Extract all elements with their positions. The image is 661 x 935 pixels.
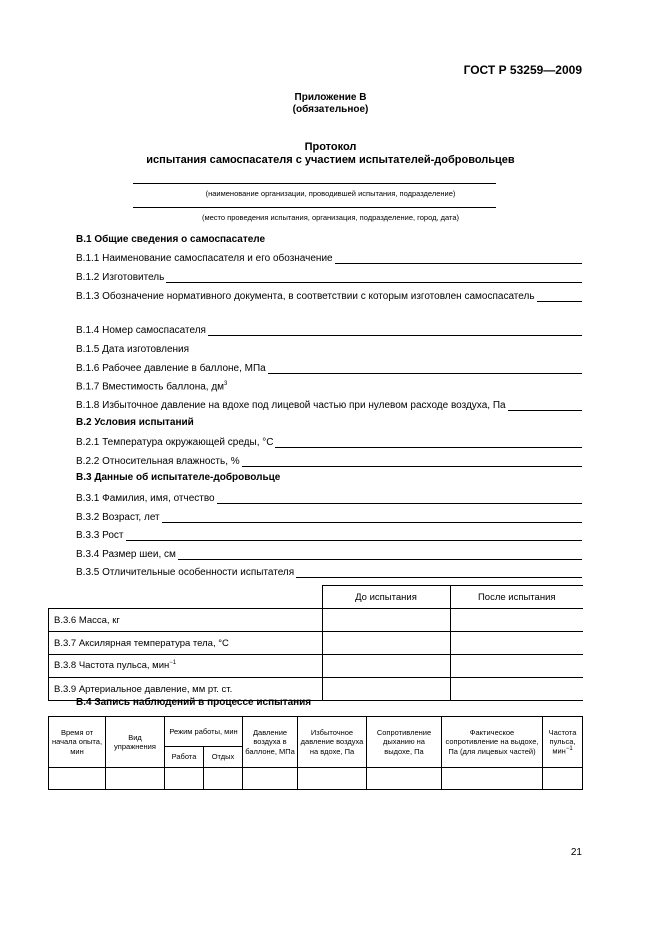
field-label: В.1.6 Рабочее давление в баллоне, МПа: [76, 363, 266, 374]
field-label: В.3.4 Размер шеи, см: [76, 549, 176, 560]
value-cell[interactable]: [450, 678, 583, 701]
cell[interactable]: [367, 768, 442, 790]
cell[interactable]: [165, 768, 204, 790]
field-label: В.3.3 Рост: [76, 530, 124, 541]
section-b2-title: В.2 Условия испытаний: [76, 417, 194, 428]
field-label-text: В.1.7 Вместимость баллона, дм: [76, 381, 225, 392]
header-mode: Режим работы, мин: [165, 717, 243, 747]
blank-line[interactable]: [217, 493, 582, 504]
table-header-row: [49, 586, 584, 609]
blank-line[interactable]: [166, 272, 582, 283]
field-label: В.1.3 Обозначение нормативного документа, в соответствии с которым изготовлен самоспасатель: [76, 291, 535, 302]
appendix-title: Приложение В: [294, 92, 367, 103]
blank-line[interactable]: [537, 291, 582, 302]
field-b2-2: [76, 453, 582, 467]
superscript: −1: [169, 660, 177, 667]
org-caption: (наименование организации, проводившей испытания, подразделение): [205, 189, 456, 198]
field-b1-3: [76, 288, 582, 302]
row-label: В.3.6 Масса, кг: [49, 609, 323, 632]
cell[interactable]: [298, 768, 367, 790]
cell[interactable]: [442, 768, 543, 790]
field-label: В.1.4 Номер самоспасателя: [76, 325, 206, 336]
blank-line[interactable]: [335, 253, 582, 264]
value-cell[interactable]: [450, 609, 583, 632]
field-label: В.2.2 Относительная влажность, %: [76, 456, 240, 467]
section-b1-title: В.1 Общие сведения о самоспасателе: [76, 234, 266, 245]
blank-line[interactable]: [296, 567, 582, 578]
row-label-text: В.3.8 Частота пульса, мин: [54, 660, 170, 672]
field-b1-8: [76, 397, 582, 411]
field-b3-3: [76, 527, 582, 541]
page-number: 21: [570, 847, 582, 858]
header-work: Работа: [165, 746, 204, 767]
field-label: В.1.8 Избыточное давление на вдохе под лицевой частью при нулевом расходе воздуха, Па: [76, 400, 506, 411]
field-b3-4: [76, 546, 582, 560]
row-label: В.3.9 Артериальное давление, мм рт. ст.: [49, 678, 323, 701]
protocol-title: Протокол: [304, 141, 357, 153]
observations-table: [48, 716, 583, 790]
place-blank-line[interactable]: [133, 207, 496, 208]
field-label: В.3.5 Отличительные особенности испытателя: [76, 567, 295, 578]
field-label: В.1.5 Дата изготовления: [76, 344, 190, 355]
cell[interactable]: [49, 768, 106, 790]
row-label: В.3.7 Аксилярная температура тела, °С: [49, 632, 323, 655]
field-b1-1: [76, 250, 582, 264]
field-b1-4: [76, 322, 582, 336]
field-b3-1: [76, 490, 582, 504]
tester-measurements-table: [48, 585, 583, 701]
header-actual: Фактическое сопротивление на выдохе, Па (для лицевых частей): [442, 717, 543, 768]
blank-line[interactable]: [508, 400, 582, 411]
header-pulse-text: Частота пульса, мин: [548, 727, 577, 756]
header-excess: Избыточное давление воздуха на вдохе, Па: [298, 717, 367, 768]
header-pulse: [543, 717, 583, 768]
cell[interactable]: [204, 768, 243, 790]
field-b3-5: [76, 564, 582, 578]
blank-line[interactable]: [275, 437, 582, 448]
field-label: В.1.1 Наименование самоспасателя и его обозначение: [76, 253, 333, 264]
blank-line[interactable]: [208, 325, 582, 336]
section-b4-title: В.4 Запись наблюдений в процессе испытания: [76, 697, 312, 708]
field-label: В.3.1 Фамилия, имя, отчество: [76, 493, 215, 504]
header-resist: Сопротивление дыханию на выдохе, Па: [367, 717, 442, 768]
table-row: [49, 655, 584, 678]
header-rest: Отдых: [204, 746, 243, 767]
value-cell[interactable]: [450, 655, 583, 678]
blank-line[interactable]: [178, 549, 582, 560]
row-label: [49, 655, 323, 678]
superscript: −1: [565, 746, 573, 753]
section-b3-title: В.3 Данные об испытателе-добровольце: [76, 472, 281, 483]
field-label: В.1.2 Изготовитель: [76, 272, 165, 283]
field-label: В.3.2 Возраст, лет: [76, 512, 160, 523]
org-blank-line[interactable]: [133, 183, 496, 184]
field-b2-1: [76, 434, 582, 448]
superscript: 3: [224, 380, 228, 387]
blank-line[interactable]: [162, 512, 582, 523]
table-row: [49, 609, 584, 632]
field-b1-7: [76, 378, 582, 392]
cell[interactable]: [543, 768, 583, 790]
place-caption: (место проведения испытания, организация, подразделение, город, дата): [201, 213, 460, 222]
table-header-row: [49, 717, 583, 747]
empty-header-cell: [49, 586, 323, 609]
value-cell[interactable]: [450, 632, 583, 655]
col-after: После испытания: [450, 586, 583, 609]
field-label: [76, 381, 227, 392]
field-b3-2: [76, 509, 582, 523]
blank-line[interactable]: [126, 530, 583, 541]
protocol-subtitle: испытания самоспасателя с участием испытателей-добровольцев: [146, 154, 515, 166]
value-cell[interactable]: [322, 678, 450, 701]
field-label: В.2.1 Температура окружающей среды, °С: [76, 437, 274, 448]
table-row: [49, 768, 583, 790]
blank-line[interactable]: [268, 363, 582, 374]
header-time: Время от начала опыта, мин: [49, 717, 106, 768]
col-before: До испытания: [322, 586, 450, 609]
value-cell[interactable]: [322, 655, 450, 678]
appendix-status: (обязательное): [292, 104, 369, 115]
field-b1-6: [76, 360, 582, 374]
cell[interactable]: [243, 768, 298, 790]
table-row: [49, 632, 584, 655]
blank-line[interactable]: [242, 456, 582, 467]
cell[interactable]: [106, 768, 165, 790]
header-pressure: Давление воздуха в баллоне, МПа: [243, 717, 298, 768]
field-b1-5: [76, 341, 582, 355]
field-b1-2: [76, 269, 582, 283]
value-cell[interactable]: [322, 609, 450, 632]
standard-number: ГОСТ Р 53259—2009: [463, 63, 582, 77]
value-cell[interactable]: [322, 632, 450, 655]
header-exercise: Вид упражнения: [106, 717, 165, 768]
